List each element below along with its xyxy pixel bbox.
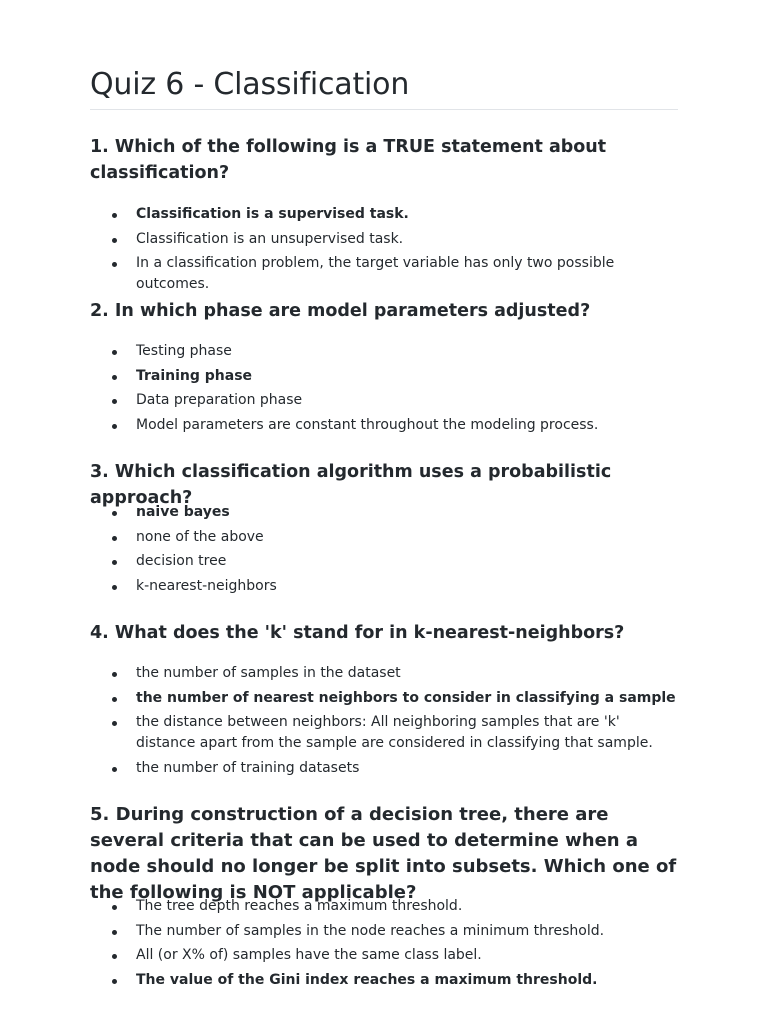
question-5-text: 5. During construction of a decision tree, there are several criteria that can be used to determine when a node should no longer be split into subsets. Which one of the following is NOT applicable?: [90, 804, 677, 903]
option-text: The tree depth reaches a maximum threshold.: [136, 898, 463, 914]
option-item: [90, 576, 680, 597]
question-2: [90, 298, 680, 433]
option-item: [90, 341, 680, 362]
bullet-icon: [112, 536, 117, 541]
bullet-icon: [112, 721, 117, 726]
option-item: [90, 229, 680, 250]
option-text: Classification is an unsupervised task.: [136, 230, 404, 247]
bullet-icon: [112, 262, 117, 267]
question-4: [90, 620, 680, 776]
question-1: [90, 134, 680, 292]
option-item: [90, 688, 680, 709]
option-text: the distance between neighbors: All neighboring samples that are 'k' distance apart from the sample are considered in classifying that sample.: [136, 714, 653, 751]
question-2-text: 2. In which phase are model parameters adjusted?: [90, 301, 591, 321]
option-item: [90, 204, 680, 225]
question-4-text: 4. What does the 'k' stand for in k-nearest-neighbors?: [90, 623, 625, 643]
bullet-icon: [112, 238, 117, 243]
option-text-correct: Training phase: [136, 367, 253, 384]
question-3-options: [90, 502, 680, 600]
bullet-icon: [112, 560, 117, 565]
bullet-icon: [112, 930, 117, 935]
bullet-icon: [112, 399, 117, 404]
question-4-options: [90, 663, 680, 782]
option-item: [90, 970, 680, 991]
option-text: Testing phase: [136, 343, 232, 359]
option-item: [90, 390, 680, 411]
bullet-icon: [112, 375, 117, 380]
option-text: The number of samples in the node reaches a minimum threshold.: [136, 922, 605, 939]
option-text: Model parameters are constant throughout the modeling process.: [136, 416, 599, 433]
bullet-icon: [112, 672, 117, 677]
option-item: [90, 415, 680, 436]
option-text: In a classification problem, the target variable has only two possible outcomes.: [136, 255, 615, 292]
bullet-icon: [112, 905, 117, 910]
bullet-icon: [112, 767, 117, 772]
option-item: [90, 253, 680, 295]
title-divider: [90, 109, 678, 110]
option-text-correct: the number of nearest neighbors to consider in classifying a sample: [136, 689, 676, 706]
page-title: Quiz 6 - Classification: [90, 67, 410, 102]
option-item: [90, 758, 680, 779]
option-text-correct: The value of the Gini index reaches a maximum threshold.: [136, 971, 598, 988]
question-2-options: [90, 341, 680, 439]
option-text: decision tree: [136, 553, 227, 569]
question-3: [90, 459, 680, 594]
option-item: [90, 663, 680, 684]
option-item: [90, 921, 680, 942]
question-1-options: [90, 204, 680, 299]
bullet-icon: [112, 585, 117, 590]
option-text: k-nearest-neighbors: [136, 577, 277, 594]
question-3-text: 3. Which classification algorithm uses a probabilistic approach?: [90, 462, 612, 508]
option-item: [90, 712, 680, 754]
option-text: the number of samples in the dataset: [136, 665, 401, 681]
option-item: [90, 366, 680, 387]
bullet-icon: [112, 213, 117, 218]
option-text: All (or X% of) samples have the same class label.: [136, 947, 482, 963]
bullet-icon: [112, 424, 117, 429]
question-5: [90, 802, 680, 988]
bullet-icon: [112, 954, 117, 959]
option-item: [90, 527, 680, 548]
option-text: the number of training datasets: [136, 759, 360, 776]
question-5-options: [90, 896, 680, 994]
bullet-icon: [112, 350, 117, 355]
option-item: [90, 896, 680, 917]
option-item: [90, 551, 680, 572]
option-item: [90, 945, 680, 966]
option-text: none of the above: [136, 528, 264, 545]
option-text-correct: naive bayes: [136, 504, 230, 520]
bullet-icon: [112, 979, 117, 984]
bullet-icon: [112, 511, 117, 516]
bullet-icon: [112, 697, 117, 702]
option-item: [90, 502, 680, 523]
question-1-text: 1. Which of the following is a TRUE statement about classification?: [90, 137, 607, 183]
option-text-correct: Classification is a supervised task.: [136, 206, 409, 222]
option-text: Data preparation phase: [136, 392, 303, 408]
